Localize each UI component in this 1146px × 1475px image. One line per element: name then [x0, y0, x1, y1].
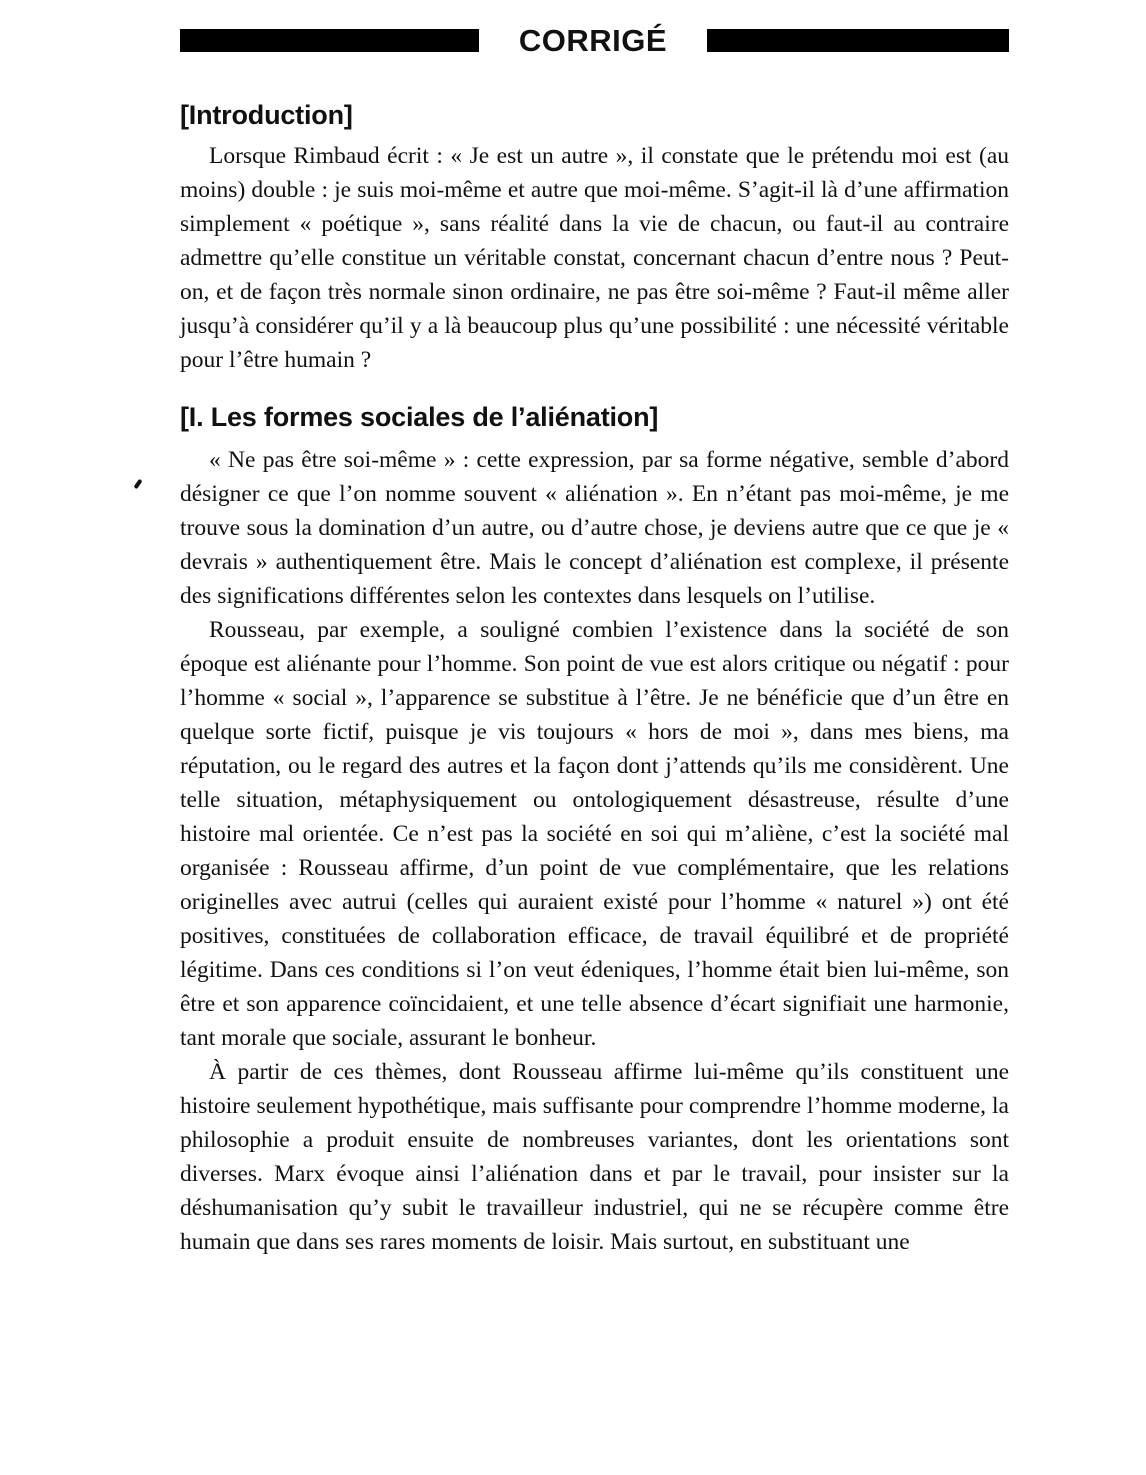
- introduction-paragraph: Lorsque Rimbaud écrit : « Je est un autre », il constate que le prétendu moi est (au moins) double : je suis moi-même et autre que moi-même. S’agit-il là d’une affirmation simplement « poétique », sans réalité dans la vie de chacun, ou faut-il au contraire admettre qu’elle constitue un véritable constat, concernant chacun d’entre nous ? Peut-on, et de façon très normale sinon ordinaire, ne pas être soi-même ? Faut-il même aller jusqu’à considérer qu’il y a là beaucoup plus qu’une possibilité : une nécessité véritable pour l’être humain ?: [180, 143, 1009, 374]
- section-one-paragraph-1: « Ne pas être soi-même » : cette expression, par sa forme négative, semble d’abord désigner ce que l’on nomme souvent « aliénation ». En n’étant pas moi-même, je me trouve sous la domination d’un autre, ou d’autre chose, je deviens autre que ce que je « devrais » authentiquement être. Mais le concept d’aliénation est complexe, il présente des significations différentes selon les contextes dans lesquels on l’utilise.: [180, 446, 1009, 609]
- section-one-paragraph-2: Rousseau, par exemple, a souligné combien l’existence dans la société de son époque est aliénante pour l’homme. Son point de vue est alors critique ou négatif : pour l’homme « social », l’apparence se substitue à l’être. Je ne bénéficie que d’un être en quelque sorte fictif, puisque je vis toujours « hors de moi », dans mes biens, ma réputation, ou le regard des autres et la façon dont j’attends qu’ils me considèrent. Une telle situation, métaphysiquement ou ontologiquement désastreuse, résulte d’une histoire mal orientée. Ce n’est pas la société en soi qui m’aliène, c’est la société mal organisée : Rousseau affirme, d’un point de vue complémentaire, que les relations originelles avec autrui (celles qui auraient existé pour l’homme « naturel ») ont été positives, constituées de collaboration efficace, de travail équilibré et de propriété légitime. Dans ces conditions si l’on veut édeniques, l’homme était bien lui-même, son être et son apparence coïncidaient, et une telle absence d’écart signifiait une harmonie, tant morale que sociale, assurant le bonheur.: [180, 616, 1009, 1051]
- header-right-bar: [707, 29, 1009, 52]
- corrige-header: [180, 18, 1009, 62]
- section-one-heading: [I. Les formes sociales de l’aliénation]: [180, 402, 659, 433]
- margin-mark: [133, 479, 142, 489]
- introduction-heading: [Introduction]: [180, 100, 353, 130]
- document-page: [180, 18, 1009, 1259]
- header-left-bar: [180, 29, 479, 52]
- section-one-paragraph-3: À partir de ces thèmes, dont Rousseau affirme lui-même qu’ils constituent une histoire seulement hypothétique, mais suffisante pour comprendre l’homme moderne, la philosophie a produit ensuite de nombreuses variantes, dont les orientations sont diverses. Marx évoque ainsi l’aliénation dans et par le travail, pour insister sur la déshumanisation qu’y subit le travailleur industriel, qui ne se récupère comme être humain que dans ses rares moments de loisir. Mais surtout, en substituant une: [180, 1058, 1009, 1255]
- header-title: CORRIGÉ: [518, 22, 668, 58]
